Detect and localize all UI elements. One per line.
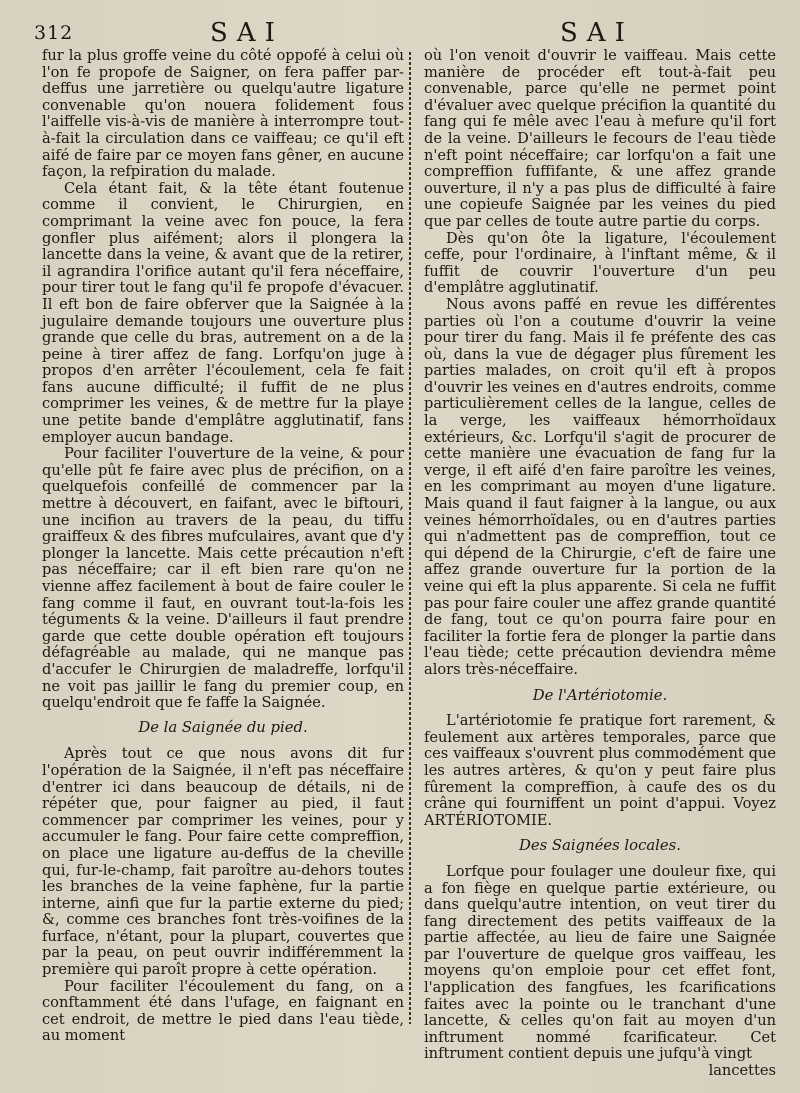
paragraph: Lorfque pour foulager une douleur fixe, qui a fon fiège en quelque partie extérieure, ou dans quelqu'autre intention, on veut tirer du fang directement des petits vaiffeaux de la partie affectée, au lieu de faire une Saignée par l'ouverture de quelque gros vaiffeau, les moyens qu'on emploie pour cet effet font, l'application des fangfues, les fcarifications faites avec la pointe ou le tranchant d'une lancette, & celles qu'on fait au moyen d'un inftrument nommé fcarificateur. Cet inftrument contient depuis une jufqu'à vingt bbox=[424, 862, 776, 1063]
page-number: 312 bbox=[34, 22, 74, 44]
running-title-right: SAI bbox=[560, 18, 634, 48]
section-heading: Des Saignées locales. bbox=[519, 837, 681, 855]
paragraph: Après tout ce que nous avons dit fur l'opération de la Saignée, il n'eft pas néceffaire d'entrer ici dans beaucoup de détails, ni de répéter que, pour faigner au pied, il faut commencer par comprimer les veines, pour y accumuler le fang. Pour faire cette compreffion, on place une ligature au-deffus de la cheville qui, fur-le-champ, fait paroître au-dehors toutes les branches de la veine faphène, fur la partie interne, ainfi que fur la partie externe du pied; &, comme ces branches font très-voifines de la furface, n'étant, pour la plupart, couvertes que par la peau, on peut ouvrir indifféremment la première qui paroît propre à cette opération. bbox=[42, 745, 404, 979]
paragraph: fur la plus groffe veine du côté oppofé à celui où l'on fe propofe de Saigner, on fera paffer par-deffus une jarretière ou quelqu'autre ligature convenable qu'on nouera folidement fous l'aiffelle vis-à-vis de manière à interrompre tout-à-fait la circulation dans ce vaiffeau; ce qu'il eft aifé de faire par ce moyen fans gêner, en aucune façon, la refpiration du malade. bbox=[42, 47, 404, 181]
left-column bbox=[42, 48, 404, 1045]
paragraph: L'artériotomie fe pratique fort rarement, & feulement aux artères temporales, parce que ces vaiffeaux s'ouvrent plus commodément que les autres artères, & qu'on y peut faire plus fûrement la compreffion, à caufe des os du crâne qui fourniffent un point d'appui. Voyez ARTÉRIOTOMIE. bbox=[424, 712, 776, 829]
column-divider bbox=[409, 52, 411, 1024]
paragraph: Nous avons paffé en revue les différentes parties où l'on a coutume d'ouvrir la veine pour tirer du fang. Mais il fe préfente des cas où, dans la vue de dégager plus fûrement les parties malades, on croit qu'il eft à propos d'ouvrir les veines en d'autres endroits, comme particulièrement celles de la langue, celles de la verge, les vaiffeaux hémorrhoïdaux extérieurs, &c. Lorfqu'il s'agit de procurer de cette manière une évacuation de fang fur la verge, il eft aifé d'en faire paroître les veines, en les comprimant au moyen d'une ligature. Mais quand il faut faigner à la langue, ou aux veines hémorrhoïdales, ou en d'autres parties qui n'admettent pas de compreffion, tout ce qui dépend de la Chirurgie, c'eft de faire une affez grande ouverture fur la portion de la veine qui eft la plus apparente. Si cela ne fuffit pas pour faire couler une affez grande quantité de fang, tout ce qu'on pourra faire pour en faciliter la fortie fera de plonger la partie dans l'eau tiède; cette précaution deviendra même alors très-néceffaire. bbox=[424, 295, 776, 678]
paragraph: Pour faciliter l'écoulement du fang, on a conftamment été dans l'ufage, en faignant en cet endroit, de mettre le pied dans l'eau tiède, au moment bbox=[42, 977, 404, 1045]
catchword: lancettes bbox=[708, 1062, 776, 1080]
section-heading: De l'Artériotomie. bbox=[532, 686, 668, 704]
section-heading: De la Saignée du pied. bbox=[138, 718, 308, 736]
paragraph: où l'on venoit d'ouvrir le vaiffeau. Mais cette manière de procéder eft tout-à-fait peu convenable, parce qu'elle ne permet point d'évaluer avec quelque précifion la quantité du fang qui fe mêle avec l'eau à mefure qu'il fort de la veine. D'ailleurs le fecours de l'eau tiède n'eft point néceffaire; car lorfqu'on a fait une compreffion fuffifante, & une affez grande ouverture, il n'y a pas plus de difficulté à faire une copieufe Saignée par les veines du pied que par celles de toute autre partie du corps. bbox=[424, 47, 776, 230]
paragraph: Pour faciliter l'ouverture de la veine, & pour qu'elle pût fe faire avec plus de précifion, on a quelquefois confeillé de commencer par la mettre à découvert, en faifant, avec le biftouri, une incifion au travers de la peau, du tiffu graiffeux & des fibres mufculaires, avant que d'y plonger la lancette. Mais cette précaution n'eft pas néceffaire; car il eft bien rare qu'on ne vienne affez facilement à bout de faire couler le fang comme il faut, en ouvrant tout-la-fois les téguments & la veine. D'ailleurs il faut prendre garde que cette double opération eft toujours défagréable au malade, qui ne manque pas d'accufer le Chirurgien de maladreffe, lorfqu'il ne voit pas jaillir le fang du premier coup, en quelqu'endroit que fe faffe la Saignée. bbox=[42, 445, 404, 712]
paragraph: Cela étant fait, & la tête étant foutenue comme il convient, le Chirurgien, en comprimant la veine avec fon pouce, la fera gonfler plus aifément; alors il plongera la lancette dans la veine, & avant que de la retirer, il agrandira l'orifice autant qu'il fera néceffaire, pour tirer tout le fang qu'il fe propofe d'évacuer. Il eft bon de faire obferver que la Saignée à la jugulaire demande toujours une ouverture plus grande que celle du bras, autrement on a de la peine à tirer affez de fang. Lorfqu'on juge à propos d'en arrêter l'écoulement, cela fe fait fans aucune difficulté; il fuffit de ne plus comprimer les veines, & de mettre fur la playe une petite bande d'emplâtre agglutinatif, fans employer aucun bandage. bbox=[42, 179, 404, 446]
running-title-left: SAI bbox=[210, 18, 284, 48]
running-header bbox=[0, 14, 800, 50]
paragraph: Dès qu'on ôte la ligature, l'écoulement ceffe, pour l'ordinaire, à l'inftant même, & il fuffit de couvrir l'ouverture d'un peu d'emplâtre agglutinatif. bbox=[424, 229, 776, 297]
right-column bbox=[424, 48, 776, 1080]
